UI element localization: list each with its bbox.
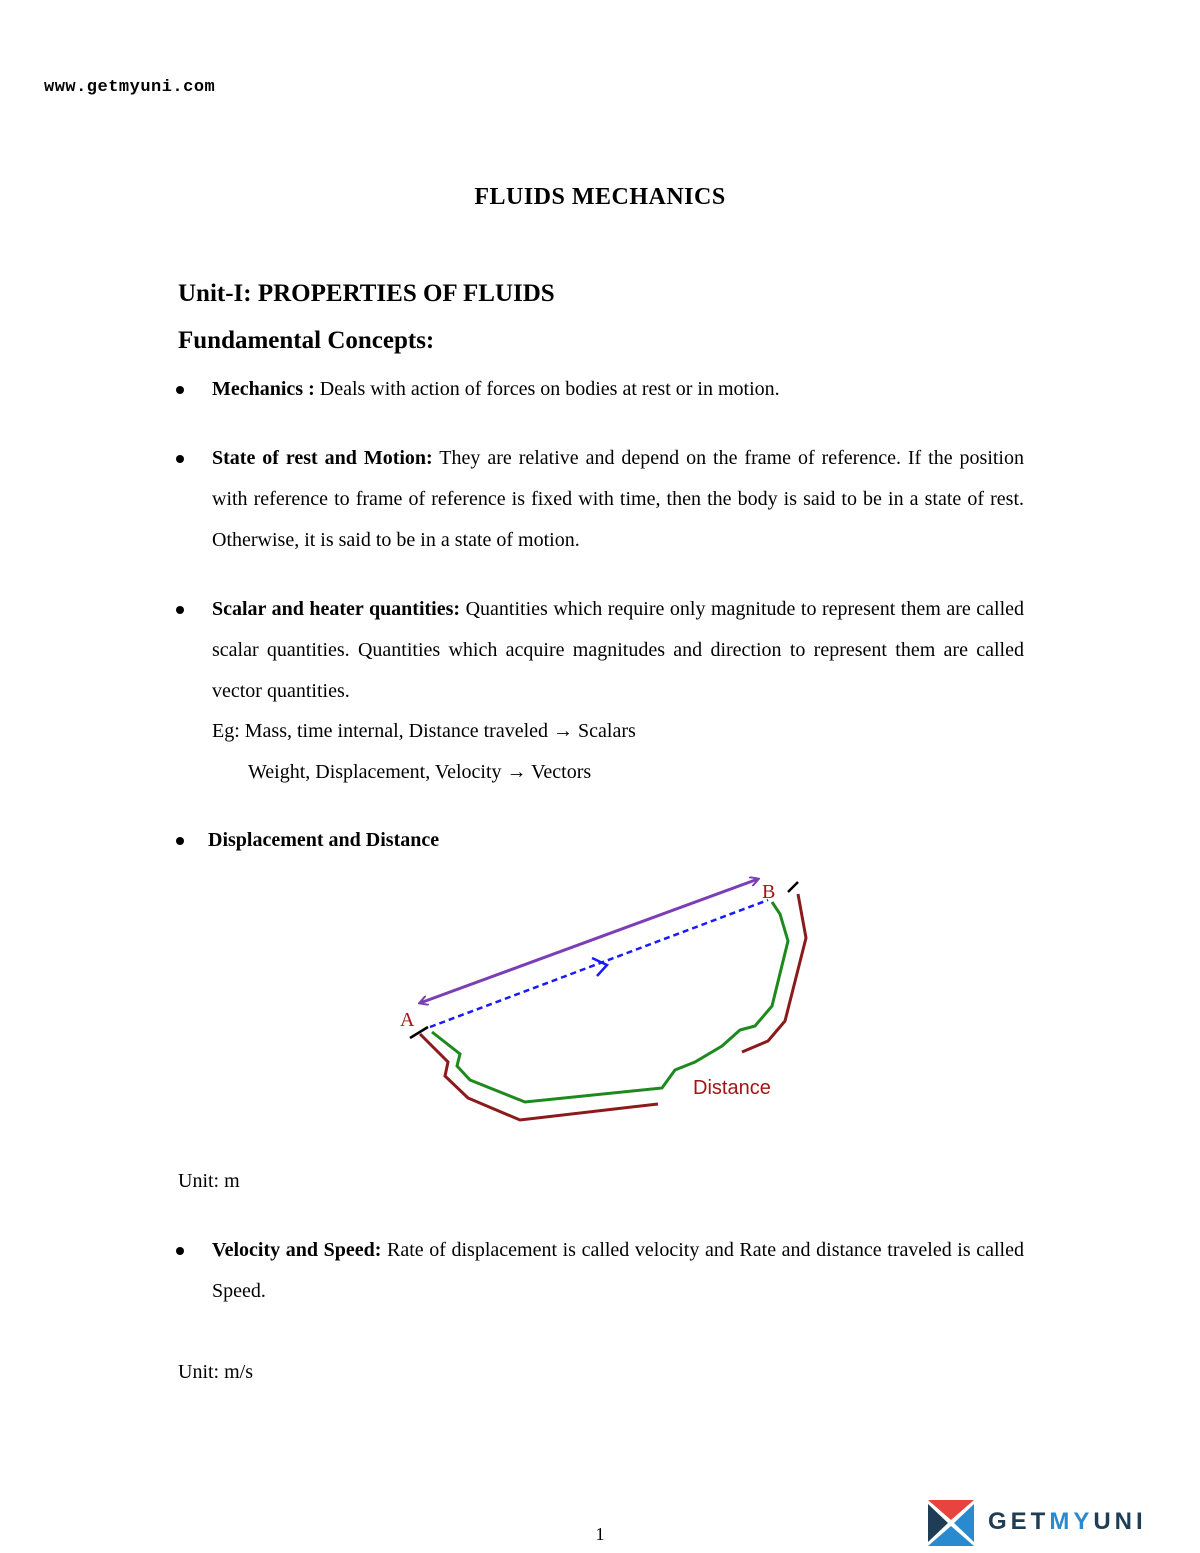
section-heading: Fundamental Concepts: (178, 327, 435, 354)
right-arrow-icon: → (506, 761, 527, 783)
velocity-speed-text: Rate of displacement is called velocity and Rate and distance traveled is called Speed. (212, 1239, 1024, 1302)
bullet-icon (176, 1247, 184, 1255)
scalar-vector-paragraph (212, 589, 1024, 712)
example-vectors-text: Weight, Displacement, Velocity (248, 761, 507, 783)
logo-text-uni: UNI (1093, 1508, 1147, 1535)
displacement-dashed-line (430, 900, 768, 1027)
scalar-vector-term: Scalar and heater quantities: (212, 598, 461, 620)
rest-motion-text: They are relative and depend on the frame of reference. If the position with reference to frame of reference is fixed with time, then the body is said to be in a state of rest. Otherwise, it is said to be in a state of motion. (212, 447, 1024, 551)
velocity-speed-term: Velocity and Speed: (212, 1239, 382, 1261)
displacement-arrow (420, 879, 758, 1003)
example-vectors-result: Vectors (526, 761, 592, 783)
direction-arrow-icon (592, 958, 607, 976)
mechanics-text: Deals with action of forces on bodies at rest or in motion. (314, 378, 780, 400)
example-vectors-line (248, 752, 591, 793)
displacement-distance-term: Displacement and Distance (208, 829, 440, 851)
unit-meter: Unit: m (178, 1170, 240, 1192)
unit-heading: Unit-I: PROPERTIES OF FLUIDS (178, 280, 555, 307)
bullet-icon (176, 455, 184, 463)
velocity-speed-paragraph (212, 1230, 1024, 1312)
point-b-label: B (762, 881, 776, 903)
displacement-distance-diagram (400, 866, 820, 1128)
page-number: 1 (595, 1524, 605, 1544)
right-arrow-icon: → (553, 720, 574, 742)
mechanics-paragraph (212, 369, 1024, 410)
distance-label: Distance (693, 1077, 771, 1099)
rest-motion-paragraph (212, 438, 1024, 561)
logo-text-my: MY (1049, 1508, 1094, 1535)
unit-meter-per-second: Unit: m/s (178, 1361, 254, 1383)
example-scalars-text: Eg: Mass, time internal, Distance traveled (212, 720, 554, 742)
bullet-icon (176, 386, 184, 394)
distance-path-lower (420, 1034, 658, 1120)
document-title: FLUIDS MECHANICS (474, 184, 726, 210)
example-scalars-result: Scalars (573, 720, 636, 742)
point-b-tick (788, 882, 798, 892)
bullet-icon (176, 837, 184, 845)
point-a-label: A (400, 1009, 415, 1031)
rest-motion-term: State of rest and Motion: (212, 447, 433, 469)
getmyuni-logo-text (988, 1508, 1147, 1536)
site-url[interactable]: www.getmyuni.com (44, 78, 216, 97)
scalar-vector-text: Quantities which require only magnitude to represent them are called scalar quantities. Quantities which acquire magnitudes and direction to represent them are called vector quantities. (212, 598, 1024, 702)
bullet-icon (176, 606, 184, 614)
example-scalars-line (212, 711, 636, 752)
getmyuni-logo[interactable] (928, 1498, 1158, 1548)
getmyuni-logo-icon (928, 1500, 974, 1546)
mechanics-term: Mechanics : (212, 378, 315, 400)
logo-text-get: GET (988, 1508, 1050, 1535)
